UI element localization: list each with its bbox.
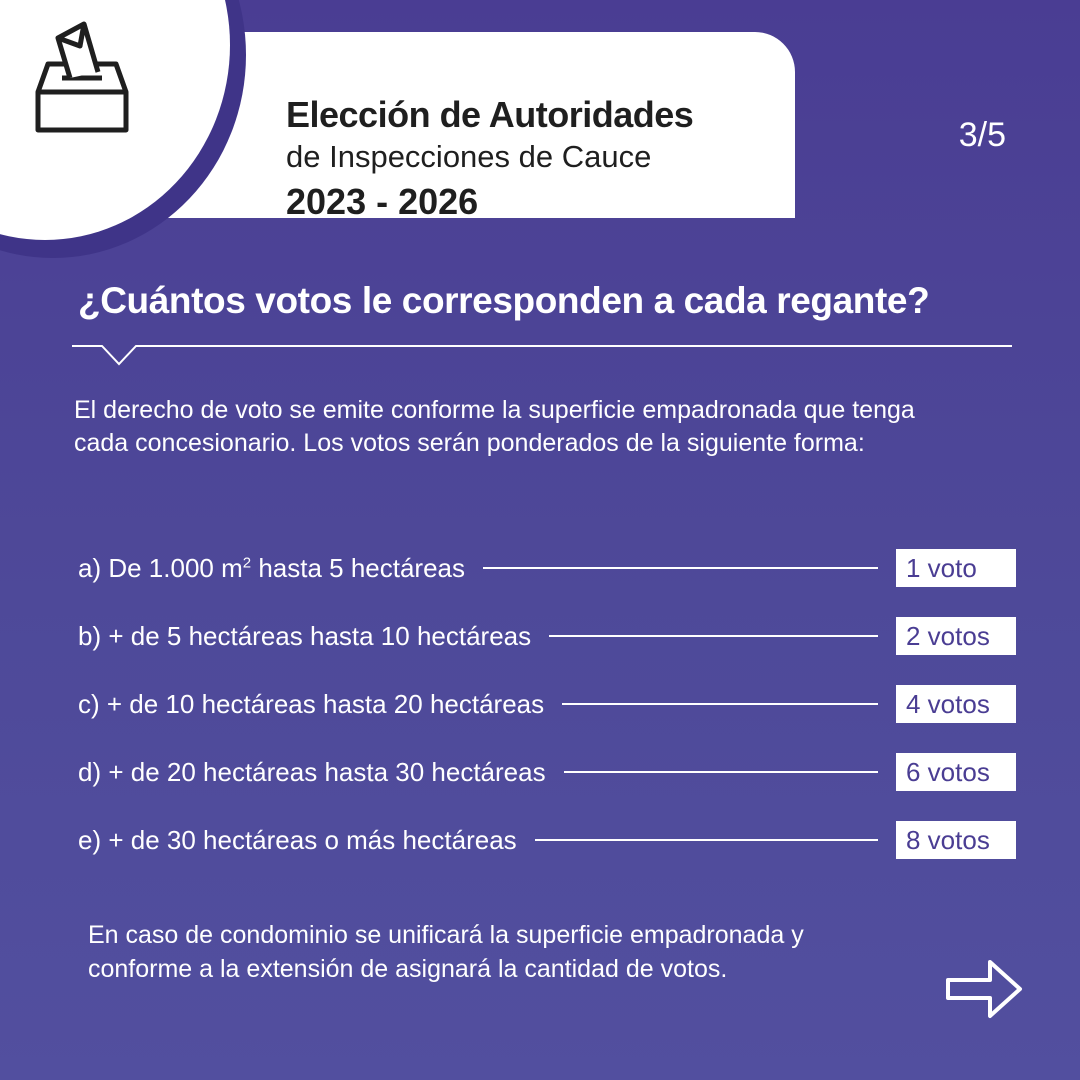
vote-count-badge: 6 votos xyxy=(896,753,1016,791)
row-leader-line xyxy=(549,635,878,637)
ballot-box-icon xyxy=(32,20,132,135)
title-line-3: 2023 - 2026 xyxy=(286,181,479,222)
vote-row-b xyxy=(78,616,1016,656)
intro-text: El derecho de voto se emite conforme la superficie empadronada que tenga cada concesionario. Los votos serán ponderados de la siguiente forma: xyxy=(74,396,915,457)
vote-count-badge: 4 votos xyxy=(896,685,1016,723)
page-indicator: 3/5 xyxy=(958,116,1006,154)
row-label: c) + de 10 hectáreas hasta 20 hectáreas xyxy=(78,688,545,719)
divider-line xyxy=(72,336,1012,370)
row-label: b) + de 5 hectáreas hasta 10 hectáreas xyxy=(78,620,532,651)
vote-row-d xyxy=(78,752,1016,792)
vote-row-a xyxy=(78,548,1016,588)
vote-count-badge: 1 voto xyxy=(896,549,1016,587)
row-leader-line xyxy=(562,703,878,705)
vote-row-e xyxy=(78,820,1016,860)
title-line-2: de Inspecciones de Cauce xyxy=(286,139,652,174)
condominium-note: En caso de condominio se unificará la superficie empadronada y conforme a la extensión de asignará la cantidad de votos. xyxy=(88,921,804,983)
row-label: d) + de 20 hectáreas hasta 30 hectáreas xyxy=(78,756,546,787)
header-title xyxy=(286,92,693,228)
row-leader-line xyxy=(535,839,878,841)
vote-count-badge: 8 votos xyxy=(896,821,1016,859)
row-label: e) + de 30 hectáreas o más hectáreas xyxy=(78,824,517,855)
vote-count-badge: 2 votos xyxy=(896,617,1016,655)
vote-row-c xyxy=(78,684,1016,724)
row-leader-line xyxy=(483,567,878,569)
row-label: a) De 1.000 $m^2$ hasta 5 hectáreas xyxy=(78,552,466,583)
arrow-right-icon[interactable] xyxy=(944,956,1024,1022)
question-heading: ¿Cuántos votos le corresponden a cada regante? xyxy=(78,280,930,321)
title-line-1: Elección de Autoridades xyxy=(286,94,694,135)
row-leader-line xyxy=(564,771,878,773)
